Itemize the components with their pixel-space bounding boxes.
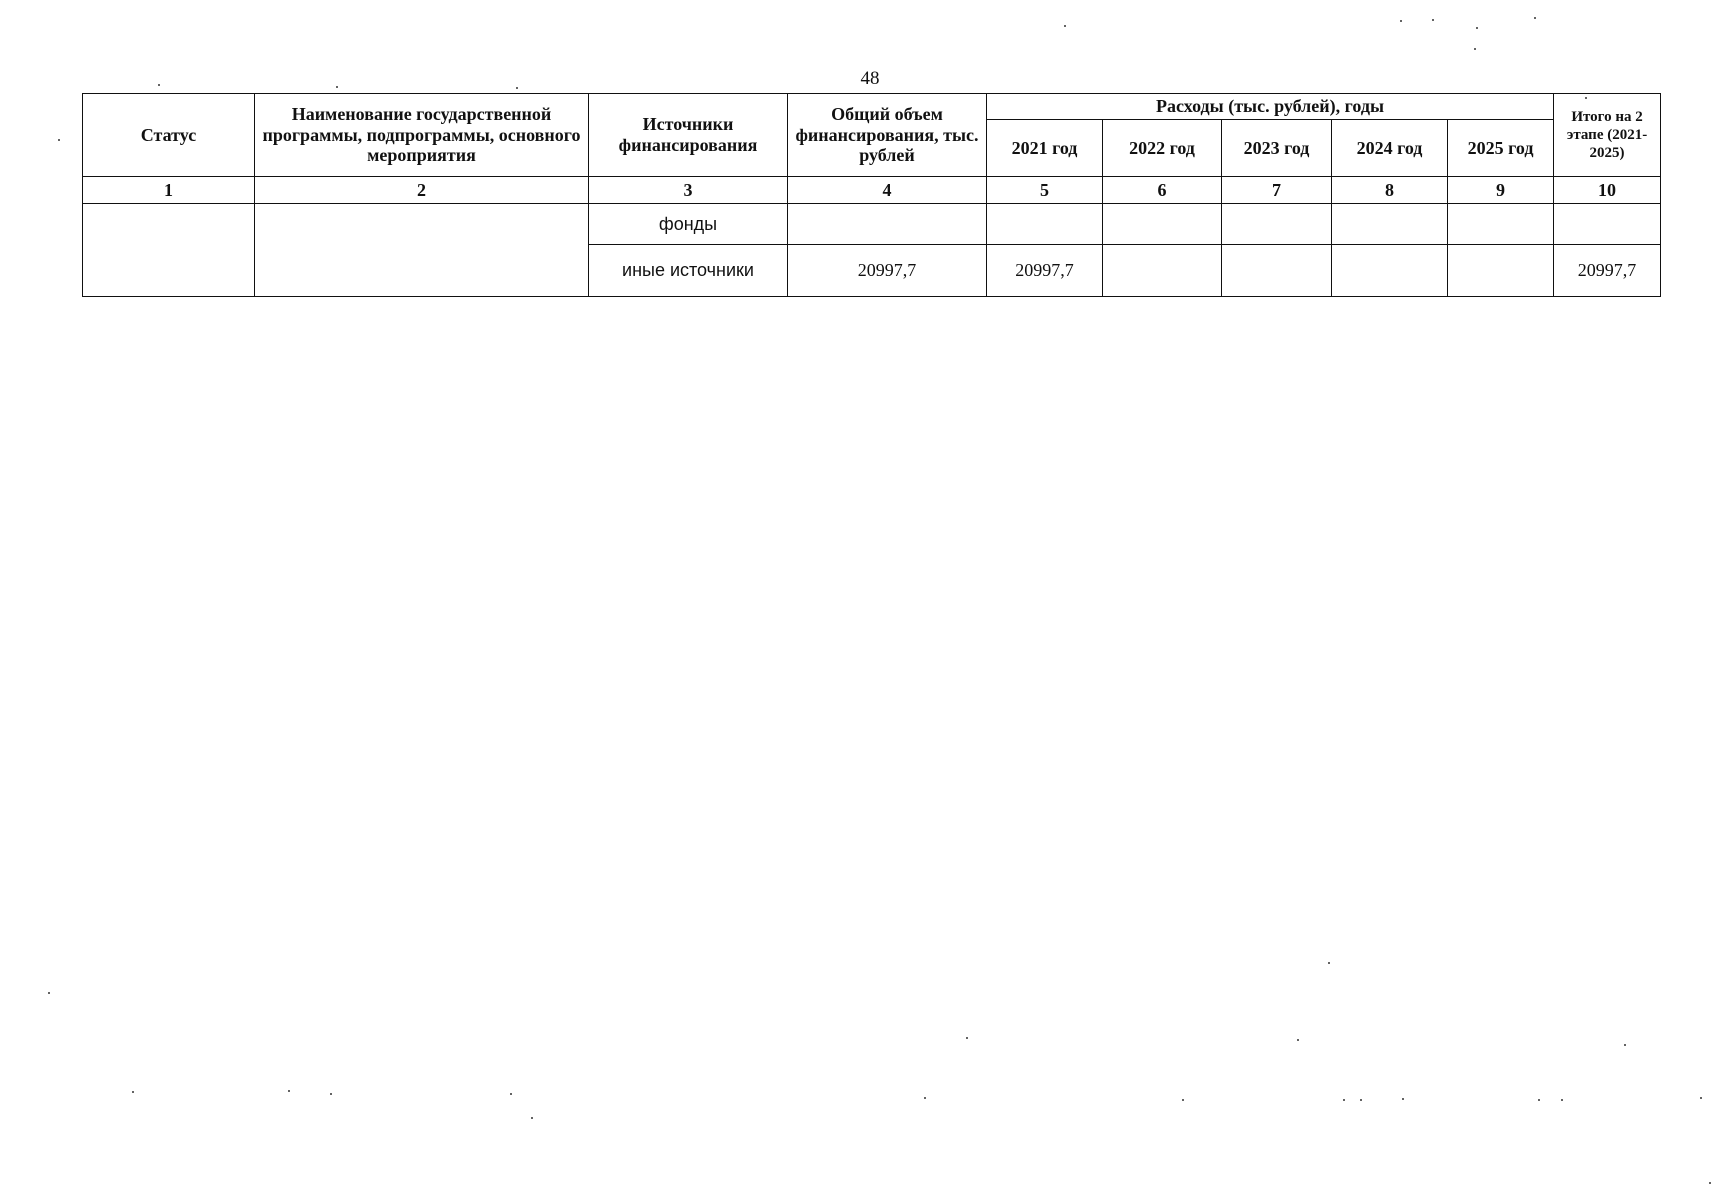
scan-speck <box>158 84 160 86</box>
column-numbers-row <box>83 177 1661 204</box>
scan-speck <box>1476 27 1478 29</box>
program-name-cell <box>255 204 589 297</box>
column-number: 2 <box>255 177 589 204</box>
header-status: Статус <box>83 94 255 177</box>
scan-speck <box>330 1093 332 1095</box>
scan-speck <box>1297 1039 1299 1041</box>
scan-speck <box>1585 97 1587 99</box>
header-program-name: Наименование государственной программы, подпрограммы, основного мероприятия <box>255 94 589 177</box>
year-2023-cell <box>1222 204 1332 245</box>
year-2023-cell <box>1222 245 1332 297</box>
year-2025-cell <box>1448 204 1554 245</box>
scan-speck <box>1064 25 1066 27</box>
year-2024-cell <box>1332 204 1448 245</box>
scan-speck <box>531 1117 533 1119</box>
header-stage-total: Итого на 2 этапе (2021-2025) <box>1554 94 1661 177</box>
stage-total-cell <box>1554 204 1661 245</box>
header-year-2024: 2024 год <box>1332 120 1448 177</box>
column-number: 9 <box>1448 177 1554 204</box>
header-total-volume: Общий объем финансирования, тыс. рублей <box>788 94 987 177</box>
column-number: 10 <box>1554 177 1661 204</box>
scan-speck <box>336 86 338 88</box>
column-number: 1 <box>83 177 255 204</box>
header-year-2022: 2022 год <box>1103 120 1222 177</box>
header-year-2025: 2025 год <box>1448 120 1554 177</box>
scan-speck <box>1182 1099 1184 1101</box>
column-number: 8 <box>1332 177 1448 204</box>
year-2025-cell <box>1448 245 1554 297</box>
total-volume-cell <box>788 204 987 245</box>
header-expenses-group: Расходы (тыс. рублей), годы <box>987 94 1554 120</box>
year-2022-cell <box>1103 245 1222 297</box>
scan-speck <box>1360 1099 1362 1101</box>
scan-speck <box>1432 19 1434 21</box>
year-2024-cell <box>1332 245 1448 297</box>
scan-speck <box>58 139 60 141</box>
scan-speck <box>1474 48 1476 50</box>
column-number: 5 <box>987 177 1103 204</box>
scan-speck <box>288 1090 290 1092</box>
header-funding-sources: Источники финансирования <box>589 94 788 177</box>
scan-speck <box>516 87 518 89</box>
scan-speck <box>510 1093 512 1095</box>
scan-speck <box>1534 17 1536 19</box>
scan-speck <box>966 1037 968 1039</box>
header-year-2021: 2021 год <box>987 120 1103 177</box>
stage-total-cell: 20997,7 <box>1554 245 1661 297</box>
scan-speck <box>1343 1099 1345 1101</box>
column-number: 3 <box>589 177 788 204</box>
scan-speck <box>1700 1097 1702 1099</box>
scan-speck <box>1709 1182 1711 1184</box>
year-2021-cell <box>987 204 1103 245</box>
total-volume-cell: 20997,7 <box>788 245 987 297</box>
column-number: 6 <box>1103 177 1222 204</box>
year-2022-cell <box>1103 204 1222 245</box>
scan-speck <box>48 992 50 994</box>
year-2021-cell: 20997,7 <box>987 245 1103 297</box>
status-cell <box>83 204 255 297</box>
scan-speck <box>924 1097 926 1099</box>
scan-speck <box>1400 20 1402 22</box>
scan-speck <box>1561 1099 1563 1101</box>
scan-speck <box>1402 1098 1404 1100</box>
funding-source-cell: иные источники <box>589 245 788 297</box>
page-number: 48 <box>860 68 880 89</box>
budget-table <box>82 93 1661 297</box>
scan-speck <box>1624 1044 1626 1046</box>
scan-speck <box>1538 1099 1540 1101</box>
scan-speck <box>1328 962 1330 964</box>
header-row <box>83 94 1661 120</box>
column-number: 4 <box>788 177 987 204</box>
header-year-2023: 2023 год <box>1222 120 1332 177</box>
column-number: 7 <box>1222 177 1332 204</box>
funding-source-cell: фонды <box>589 204 788 245</box>
table-row <box>83 204 1661 245</box>
scan-speck <box>132 1091 134 1093</box>
